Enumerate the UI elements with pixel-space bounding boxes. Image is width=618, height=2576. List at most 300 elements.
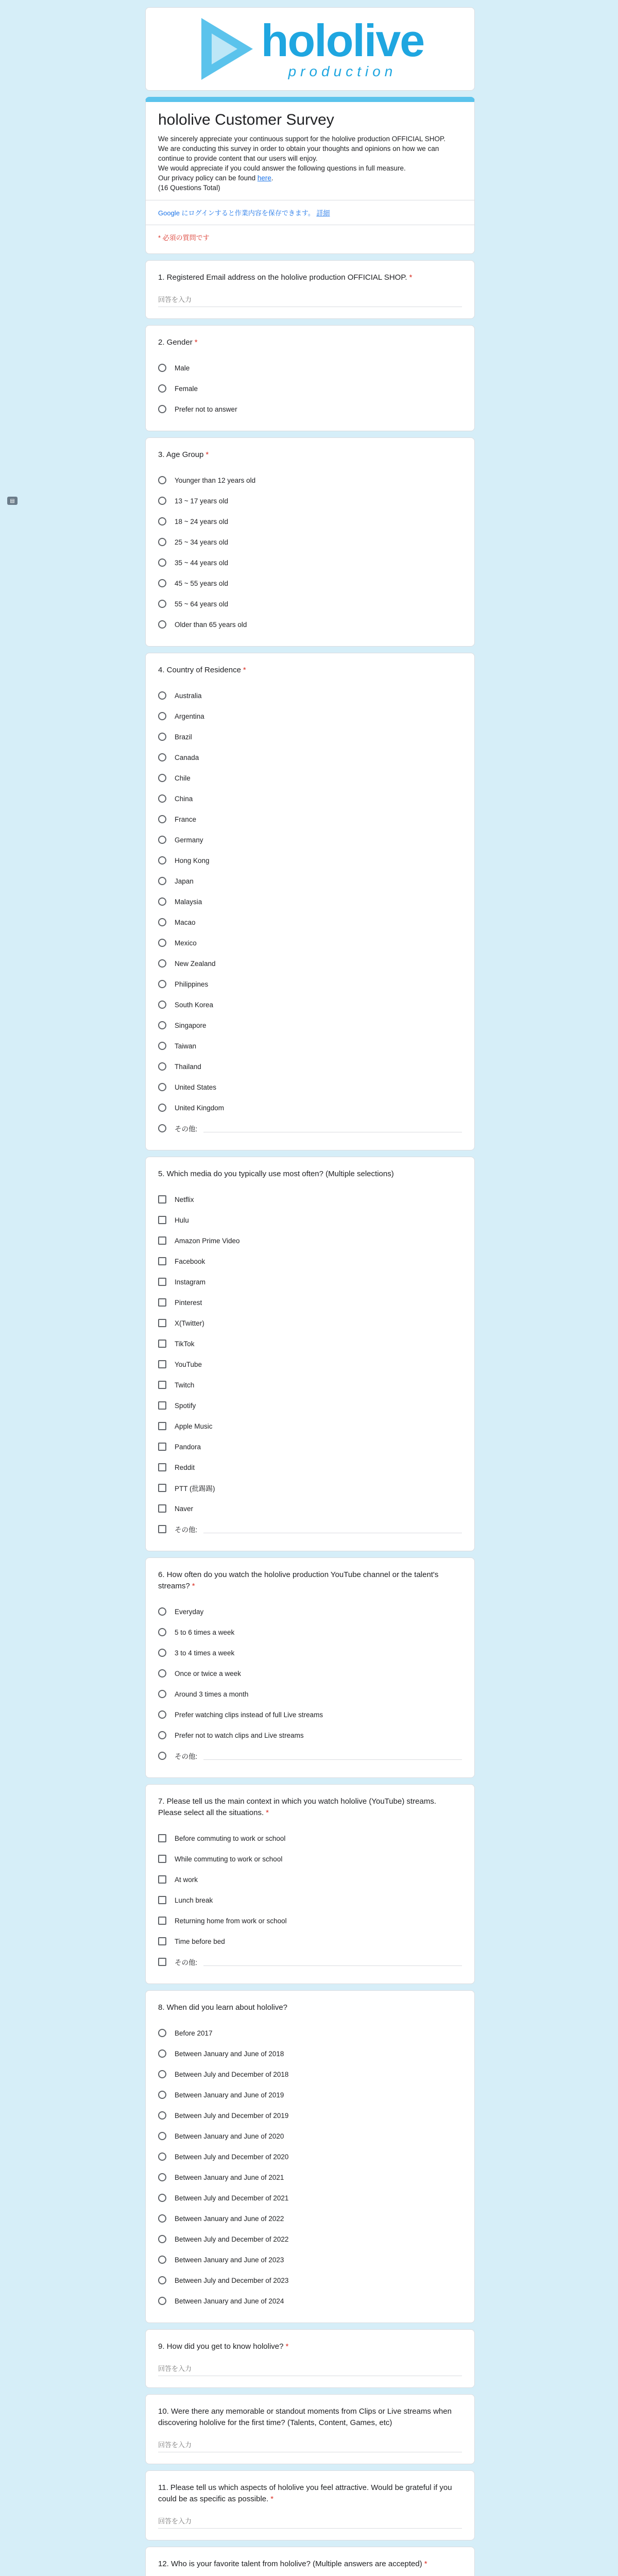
- checkbox-option[interactable]: [158, 1828, 462, 1849]
- checkbox-option[interactable]: [158, 1333, 462, 1354]
- question-card: [145, 2394, 475, 2464]
- other-text-field[interactable]: [203, 1759, 462, 1760]
- option-label: Reddit: [175, 1463, 195, 1471]
- radio-option[interactable]: [158, 358, 462, 378]
- question-text: 10. Were there any memorable or standout moments from Clips or Live streams when discovering hololive for the first time? (Talents, Content, Games, etc): [158, 2407, 452, 2427]
- required-asterisk: *: [270, 2495, 274, 2503]
- radio-option[interactable]: [158, 532, 462, 552]
- radio-button[interactable]: [158, 980, 166, 988]
- answer-input[interactable]: [158, 2514, 462, 2529]
- question-card: [145, 1157, 475, 1551]
- option-label: Spotify: [175, 1401, 196, 1410]
- option-label: Around 3 times a month: [175, 1690, 249, 1698]
- checkbox-option[interactable]: [158, 1436, 462, 1457]
- checkbox[interactable]: [158, 1236, 166, 1245]
- feedback-icon[interactable]: ▤: [7, 497, 18, 505]
- option-label: 13 ~ 17 years old: [175, 497, 228, 505]
- radio-option[interactable]: [158, 1015, 462, 1036]
- option-label: While commuting to work or school: [175, 1855, 283, 1863]
- checkbox-option[interactable]: [158, 1292, 462, 1313]
- radio-button[interactable]: [158, 2194, 166, 2202]
- checkbox-option[interactable]: [158, 1375, 462, 1395]
- other-option[interactable]: [158, 1952, 462, 1972]
- radio-button[interactable]: [158, 517, 166, 526]
- option-label: Between January and June of 2021: [175, 2173, 284, 2181]
- required-asterisk: *: [285, 2342, 289, 2351]
- radio-option[interactable]: [158, 2146, 462, 2167]
- option-label: Male: [175, 364, 190, 372]
- required-asterisk: *: [266, 1808, 269, 1817]
- checkbox-option[interactable]: [158, 1313, 462, 1333]
- answer-input[interactable]: [158, 2362, 462, 2376]
- option-label: Everyday: [175, 1607, 204, 1616]
- other-option[interactable]: [158, 1118, 462, 1139]
- option-label: Between July and December of 2018: [175, 2070, 289, 2078]
- radio-option[interactable]: [158, 747, 462, 768]
- checkbox[interactable]: [158, 1401, 166, 1410]
- other-label: その他:: [175, 1753, 198, 1760]
- question-text: 3. Age Group: [158, 450, 204, 459]
- radio-button[interactable]: [158, 1124, 166, 1132]
- radio-option[interactable]: [158, 1684, 462, 1704]
- radio-button[interactable]: [158, 579, 166, 587]
- question-title: [158, 2558, 462, 2570]
- desc-line: We are conducting this survey in order to obtain your thoughts and opinions on how we can continue to provide content that our users will enjoy.: [158, 145, 439, 162]
- radio-option[interactable]: [158, 2270, 462, 2291]
- question-text: 5. Which media do you typically use most often? (Multiple selections): [158, 1170, 394, 1178]
- option-label: Between July and December of 2019: [175, 2111, 289, 2120]
- checkbox[interactable]: [158, 1875, 166, 1884]
- required-asterisk: *: [194, 338, 198, 347]
- checkbox-option[interactable]: [158, 1210, 462, 1230]
- option-label: Netflix: [175, 1195, 194, 1204]
- question-text: 1. Registered Email address on the hololive production OFFICIAL SHOP.: [158, 273, 407, 282]
- desc-line: We would appreciate if you could answer the following questions in full measure.: [158, 164, 406, 172]
- required-asterisk: *: [205, 450, 209, 459]
- checkbox[interactable]: [158, 1504, 166, 1513]
- radio-option[interactable]: [158, 1704, 462, 1725]
- banner: [145, 7, 475, 91]
- option-label: Naver: [175, 1504, 194, 1513]
- checkbox[interactable]: [158, 1443, 166, 1451]
- required-note: * 必須の質問です: [158, 234, 210, 242]
- radio-button[interactable]: [158, 405, 166, 413]
- option-label: Amazon Prime Video: [175, 1236, 240, 1245]
- option-label: Apple Music: [175, 1422, 213, 1430]
- other-label: その他:: [175, 1526, 198, 1534]
- option-label: Between January and June of 2019: [175, 2091, 284, 2099]
- checkbox-option[interactable]: [158, 1416, 462, 1436]
- radio-button[interactable]: [158, 897, 166, 906]
- checkbox-option[interactable]: [158, 1498, 462, 1519]
- radio-option[interactable]: [158, 2126, 462, 2146]
- desc-line: Our privacy policy can be found here.: [158, 174, 273, 182]
- radio-button[interactable]: [158, 1669, 166, 1677]
- radio-button[interactable]: [158, 1690, 166, 1698]
- radio-button[interactable]: [158, 2091, 166, 2099]
- required-asterisk: *: [243, 666, 246, 674]
- option-label: Returning home from work or school: [175, 1917, 287, 1925]
- radio-option[interactable]: [158, 891, 462, 912]
- radio-option[interactable]: [158, 1622, 462, 1642]
- option-label: Between July and December of 2020: [175, 2153, 289, 2161]
- radio-button[interactable]: [158, 712, 166, 720]
- form-title: hololive Customer Survey: [158, 111, 334, 128]
- option-label: 55 ~ 64 years old: [175, 600, 228, 608]
- question-title: [158, 665, 462, 676]
- option-label: Twitch: [175, 1381, 195, 1389]
- radio-button[interactable]: [158, 1021, 166, 1029]
- option-label: X(Twitter): [175, 1319, 204, 1327]
- radio-option[interactable]: [158, 974, 462, 994]
- option-label: Older than 65 years old: [175, 620, 247, 629]
- other-text-field[interactable]: [203, 1965, 462, 1966]
- option-label: 35 ~ 44 years old: [175, 558, 228, 567]
- option-label: France: [175, 815, 197, 823]
- option-label: 3 to 4 times a week: [175, 1649, 235, 1657]
- option-label: United Kingdom: [175, 1104, 225, 1112]
- question-card: [145, 653, 475, 1150]
- question-card: [145, 2470, 475, 2540]
- option-label: Germany: [175, 836, 203, 844]
- other-text-field[interactable]: [203, 1131, 462, 1132]
- question-text: 9. How did you get to know hololive?: [158, 2342, 284, 2351]
- option-label: Younger than 12 years old: [175, 476, 256, 484]
- option-label: Prefer watching clips instead of full Live streams: [175, 1710, 323, 1719]
- radio-button[interactable]: [158, 1628, 166, 1636]
- logo-main: hololive: [261, 15, 424, 66]
- question-card: [145, 2329, 475, 2388]
- question-text: 12. Who is your favorite talent from hololive? (Multiple answers are accepted): [158, 2560, 422, 2568]
- required-asterisk: *: [192, 1582, 195, 1590]
- checkbox[interactable]: [158, 1278, 166, 1286]
- privacy-text: Our privacy policy can be found: [158, 174, 258, 182]
- checkbox-option[interactable]: [158, 1849, 462, 1869]
- checkbox-option[interactable]: [158, 1251, 462, 1272]
- radio-button[interactable]: [158, 2132, 166, 2140]
- radio-option[interactable]: [158, 850, 462, 871]
- option-label: Between January and June of 2018: [175, 2049, 284, 2058]
- checkbox[interactable]: [158, 1257, 166, 1265]
- option-label: Instagram: [175, 1278, 206, 1286]
- signin-text: Google にログインすると作業内容を保存できます。: [158, 209, 315, 217]
- radio-option[interactable]: [158, 2167, 462, 2188]
- question-text: 6. How often do you watch the hololive production YouTube channel or the talent's streams?: [158, 1570, 439, 1590]
- radio-button[interactable]: [158, 2029, 166, 2037]
- question-title: [158, 2482, 462, 2505]
- option-label: Time before bed: [175, 1937, 225, 1945]
- form-container: [145, 7, 475, 2576]
- radio-option[interactable]: [158, 1642, 462, 1663]
- radio-option[interactable]: [158, 768, 462, 788]
- radio-option[interactable]: [158, 2291, 462, 2311]
- option-label: Brazil: [175, 733, 192, 741]
- question-card: [145, 1557, 475, 1778]
- radio-option[interactable]: [158, 2188, 462, 2208]
- option-label: Thailand: [175, 1062, 201, 1071]
- option-label: Pinterest: [175, 1298, 202, 1307]
- question-text: 2. Gender: [158, 338, 193, 347]
- question-title: [158, 272, 462, 283]
- option-label: PTT (批踢踢): [175, 1485, 215, 1493]
- option-label: Between January and June of 2022: [175, 2214, 284, 2223]
- radio-button[interactable]: [158, 2070, 166, 2078]
- radio-option[interactable]: [158, 871, 462, 891]
- option-label: Between January and June of 2024: [175, 2297, 284, 2305]
- option-label: Hulu: [175, 1216, 189, 1224]
- question-title: [158, 1796, 462, 1819]
- answer-input[interactable]: [158, 293, 462, 307]
- question-text: 8. When did you learn about hololive?: [158, 2003, 288, 2012]
- radio-button[interactable]: [158, 1731, 166, 1739]
- radio-button[interactable]: [158, 538, 166, 546]
- question-title: [158, 449, 462, 461]
- question-card: [145, 437, 475, 647]
- radio-option[interactable]: [158, 1097, 462, 1118]
- other-text-field[interactable]: [203, 1532, 462, 1533]
- radio-option[interactable]: [158, 1036, 462, 1056]
- checkbox-option[interactable]: [158, 1230, 462, 1251]
- checkbox-option[interactable]: [158, 1890, 462, 1910]
- required-asterisk: *: [424, 2560, 427, 2568]
- checkbox[interactable]: [158, 1422, 166, 1430]
- radio-button[interactable]: [158, 1001, 166, 1009]
- option-label: Between January and June of 2020: [175, 2132, 284, 2140]
- radio-button[interactable]: [158, 1083, 166, 1091]
- privacy-link[interactable]: here: [257, 174, 271, 182]
- radio-option[interactable]: [158, 2023, 462, 2043]
- radio-option[interactable]: [158, 2105, 462, 2126]
- option-label: Australia: [175, 691, 202, 700]
- radio-option[interactable]: [158, 594, 462, 614]
- radio-button[interactable]: [158, 877, 166, 885]
- question-title: [158, 2406, 462, 2429]
- option-label: 18 ~ 24 years old: [175, 517, 228, 526]
- question-text: 11. Please tell us which aspects of hololive you feel attractive. Would be grateful if you could be as specific as possible.: [158, 2483, 452, 2503]
- radio-button[interactable]: [158, 774, 166, 782]
- radio-button[interactable]: [158, 364, 166, 372]
- radio-option[interactable]: [158, 511, 462, 532]
- checkbox-option[interactable]: [158, 1457, 462, 1478]
- radio-button[interactable]: [158, 815, 166, 823]
- radio-option[interactable]: [158, 1077, 462, 1097]
- radio-option[interactable]: [158, 788, 462, 809]
- radio-option[interactable]: [158, 933, 462, 953]
- radio-button[interactable]: [158, 856, 166, 865]
- option-label: New Zealand: [175, 959, 216, 968]
- checkbox-option[interactable]: [158, 1869, 462, 1890]
- radio-option[interactable]: [158, 2249, 462, 2270]
- question-title: [158, 1569, 462, 1592]
- radio-button[interactable]: [158, 1649, 166, 1657]
- radio-option[interactable]: [158, 1056, 462, 1077]
- radio-button[interactable]: [158, 1062, 166, 1071]
- option-label: Prefer not to answer: [175, 405, 237, 413]
- checkbox[interactable]: [158, 1319, 166, 1327]
- radio-button[interactable]: [158, 939, 166, 947]
- question-title: [158, 2341, 462, 2352]
- checkbox[interactable]: [158, 1525, 166, 1533]
- question-list: [145, 260, 475, 2576]
- radio-option[interactable]: [158, 809, 462, 829]
- checkbox[interactable]: [158, 1463, 166, 1471]
- option-label: Female: [175, 384, 198, 393]
- radio-button[interactable]: [158, 620, 166, 629]
- radio-button[interactable]: [158, 2214, 166, 2223]
- checkbox[interactable]: [158, 1216, 166, 1224]
- option-label: China: [175, 794, 193, 803]
- radio-option[interactable]: [158, 2043, 462, 2064]
- logo-sub: production: [288, 63, 397, 79]
- radio-button[interactable]: [158, 2235, 166, 2243]
- radio-option[interactable]: [158, 953, 462, 974]
- radio-button[interactable]: [158, 1104, 166, 1112]
- checkbox[interactable]: [158, 1298, 166, 1307]
- desc-line: We sincerely appreciate your continuous support for the hololive production OFFICIAL SHOP.: [158, 135, 446, 143]
- radio-option[interactable]: [158, 470, 462, 490]
- required-asterisk: *: [409, 273, 413, 282]
- radio-option[interactable]: [158, 685, 462, 706]
- radio-button[interactable]: [158, 476, 166, 484]
- radio-button[interactable]: [158, 2173, 166, 2181]
- checkbox[interactable]: [158, 1896, 166, 1904]
- radio-button[interactable]: [158, 959, 166, 968]
- radio-option[interactable]: [158, 2064, 462, 2084]
- option-label: Philippines: [175, 980, 209, 988]
- checkbox[interactable]: [158, 1340, 166, 1348]
- checkbox[interactable]: [158, 1381, 166, 1389]
- form-header: [145, 97, 475, 254]
- logo: [261, 15, 424, 80]
- radio-option[interactable]: [158, 994, 462, 1015]
- answer-input[interactable]: [158, 2438, 462, 2452]
- option-label: 45 ~ 55 years old: [175, 579, 228, 587]
- checkbox-option[interactable]: [158, 1910, 462, 1931]
- question-card: [145, 2547, 475, 2576]
- checkbox-option[interactable]: [158, 1272, 462, 1292]
- other-option[interactable]: [158, 1519, 462, 1539]
- checkbox[interactable]: [158, 1958, 166, 1966]
- option-label: Hong Kong: [175, 856, 210, 865]
- radio-option[interactable]: [158, 614, 462, 635]
- radio-button[interactable]: [158, 1752, 166, 1760]
- signin-link[interactable]: 詳細: [316, 209, 330, 217]
- radio-option[interactable]: [158, 829, 462, 850]
- radio-button[interactable]: [158, 2256, 166, 2264]
- question-card: [145, 1784, 475, 1984]
- option-label: TikTok: [175, 1340, 195, 1348]
- option-label: Facebook: [175, 1257, 205, 1265]
- option-label: Pandora: [175, 1443, 201, 1451]
- option-label: Between January and June of 2023: [175, 2256, 284, 2264]
- radio-option[interactable]: [158, 490, 462, 511]
- checkbox[interactable]: [158, 1917, 166, 1925]
- radio-button[interactable]: [158, 733, 166, 741]
- radio-button[interactable]: [158, 753, 166, 761]
- checkbox[interactable]: [158, 1855, 166, 1863]
- option-label: Before 2017: [175, 2029, 213, 2037]
- radio-option[interactable]: [158, 706, 462, 726]
- checkbox-option[interactable]: [158, 1931, 462, 1952]
- option-label: Between July and December of 2023: [175, 2276, 289, 2284]
- radio-button[interactable]: [158, 918, 166, 926]
- option-label: Before commuting to work or school: [175, 1834, 286, 1842]
- radio-button[interactable]: [158, 2111, 166, 2120]
- checkbox-option[interactable]: [158, 1478, 462, 1498]
- option-label: 5 to 6 times a week: [175, 1628, 235, 1636]
- radio-button[interactable]: [158, 691, 166, 700]
- other-label: その他:: [175, 1125, 198, 1133]
- option-label: Once or twice a week: [175, 1669, 242, 1677]
- radio-option[interactable]: [158, 378, 462, 399]
- radio-option[interactable]: [158, 1725, 462, 1745]
- option-label: Japan: [175, 877, 194, 885]
- other-option[interactable]: [158, 1745, 462, 1766]
- checkbox-option[interactable]: [158, 1189, 462, 1210]
- option-label: Between July and December of 2021: [175, 2194, 289, 2202]
- question-title: [158, 1168, 462, 1180]
- option-label: Mexico: [175, 939, 197, 947]
- radio-button[interactable]: [158, 2049, 166, 2058]
- question-text: 7. Please tell us the main context in which you watch hololive (YouTube) streams. Please select all the situations.: [158, 1797, 436, 1817]
- option-label: South Korea: [175, 1001, 214, 1009]
- radio-option[interactable]: [158, 2229, 462, 2249]
- radio-option[interactable]: [158, 573, 462, 594]
- checkbox[interactable]: [158, 1195, 166, 1204]
- radio-button[interactable]: [158, 558, 166, 567]
- checkbox-option[interactable]: [158, 1395, 462, 1416]
- signin-note: [158, 208, 462, 217]
- option-label: Canada: [175, 753, 199, 761]
- radio-option[interactable]: [158, 399, 462, 419]
- radio-button[interactable]: [158, 794, 166, 803]
- question-card: [145, 325, 475, 431]
- radio-option[interactable]: [158, 552, 462, 573]
- radio-option[interactable]: [158, 1663, 462, 1684]
- radio-button[interactable]: [158, 497, 166, 505]
- radio-option[interactable]: [158, 1601, 462, 1622]
- radio-button[interactable]: [158, 600, 166, 608]
- option-label: Malaysia: [175, 897, 202, 906]
- radio-button[interactable]: [158, 2153, 166, 2161]
- checkbox[interactable]: [158, 1360, 166, 1368]
- radio-button[interactable]: [158, 384, 166, 393]
- radio-button[interactable]: [158, 1607, 166, 1616]
- checkbox-option[interactable]: [158, 1354, 462, 1375]
- option-label: 25 ~ 34 years old: [175, 538, 228, 546]
- radio-option[interactable]: [158, 726, 462, 747]
- question-title: [158, 2002, 462, 2013]
- radio-option[interactable]: [158, 912, 462, 933]
- option-label: Chile: [175, 774, 191, 782]
- checkbox[interactable]: [158, 1484, 166, 1492]
- option-label: YouTube: [175, 1360, 202, 1368]
- option-label: Prefer not to watch clips and Live streams: [175, 1731, 304, 1739]
- radio-option[interactable]: [158, 2084, 462, 2105]
- radio-button[interactable]: [158, 1042, 166, 1050]
- radio-button[interactable]: [158, 1710, 166, 1719]
- question-text: 4. Country of Residence: [158, 666, 241, 674]
- radio-button[interactable]: [158, 2276, 166, 2284]
- radio-button[interactable]: [158, 2297, 166, 2305]
- radio-option[interactable]: [158, 2208, 462, 2229]
- radio-button[interactable]: [158, 836, 166, 844]
- checkbox[interactable]: [158, 1937, 166, 1945]
- option-label: United States: [175, 1083, 217, 1091]
- option-label: Singapore: [175, 1021, 207, 1029]
- checkbox[interactable]: [158, 1834, 166, 1842]
- option-label: Lunch break: [175, 1896, 213, 1904]
